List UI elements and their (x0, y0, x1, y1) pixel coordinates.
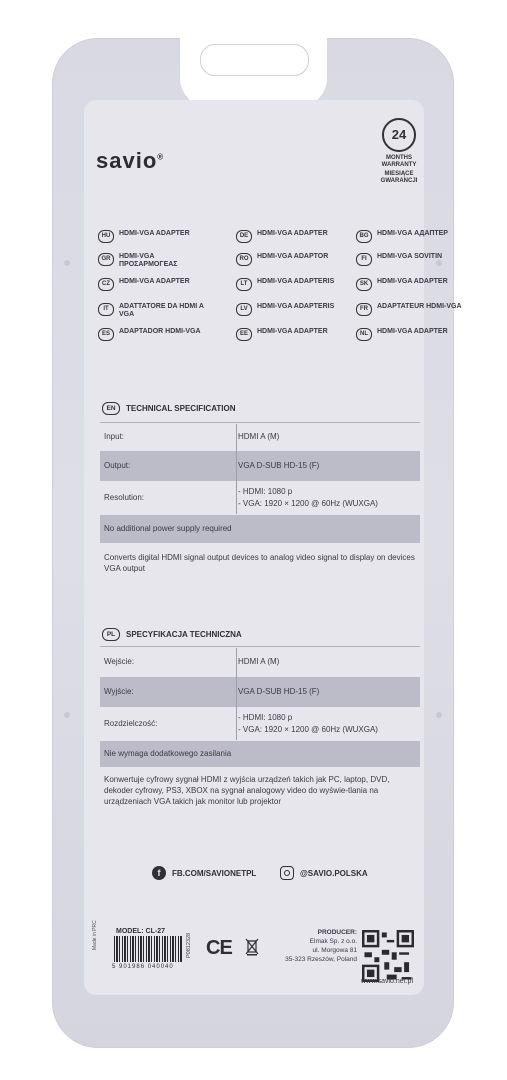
pl-section-title: PL SPECYFIKACJA TECHNICZNA (102, 628, 242, 641)
en-description: Converts digital HDMI signal output devices to analog video signal to display on devices VGA output (104, 553, 415, 573)
language-item: DE HDMI-VGA ADAPTER (236, 230, 346, 243)
table-column-line (236, 424, 237, 514)
language-badge: LT (236, 278, 252, 291)
language-item: SK HDMI-VGA ADAPTER (356, 278, 466, 291)
language-item: EE HDMI-VGA ADAPTER (236, 328, 346, 341)
spec-row-power-pl: Nie wymaga dodatkowego zasilania (100, 741, 420, 767)
warranty-badge: 24 MONTHS WARRANTY MIESIĄCE GWARANCJI (373, 118, 425, 185)
spec-row-power: No additional power supply required (100, 515, 420, 543)
language-item: LV HDMI-VGA ADAPTERIS (236, 303, 346, 316)
language-item: ES ADAPTADOR HDMI-VGA (98, 328, 208, 341)
barcode-number: 5 901986 040040 (112, 964, 174, 970)
brand-logo: savio® (96, 148, 165, 173)
language-item: NL HDMI-VGA ADAPTER (356, 328, 466, 341)
language-badge: FI (356, 253, 372, 266)
language-badge: GR (98, 253, 114, 266)
table-divider (100, 422, 420, 423)
pin-hole (64, 260, 70, 266)
warranty-number: 24 (382, 118, 416, 152)
en-badge: EN (102, 402, 120, 415)
language-badge: EE (236, 328, 252, 341)
language-badge: IT (98, 303, 114, 316)
weee-bin-icon (245, 938, 259, 956)
pin-hole (64, 712, 70, 718)
language-badge: CZ (98, 278, 114, 291)
language-item: LT HDMI-VGA ADAPTERIS (236, 278, 346, 291)
facebook-link[interactable]: f FB.COM/SAVIONETPL (152, 866, 256, 880)
language-badge: DE (236, 230, 252, 243)
language-badge: ES (98, 328, 114, 341)
spec-row-input: Input: HDMI A (M) (104, 432, 280, 441)
language-badge: NL (356, 328, 372, 341)
language-badge: RO (236, 253, 252, 266)
model-number: MODEL: CL-27 (116, 928, 165, 935)
part-number: P0812328 (186, 932, 192, 958)
spec-row-output-pl: Wyjście: VGA D-SUB HD-15 (F) (100, 677, 420, 707)
instagram-link[interactable]: @SAVIO.POLSKA (280, 866, 368, 880)
instagram-icon (280, 866, 294, 880)
pl-badge: PL (102, 628, 120, 641)
spec-row-resolution: Resolution: - HDMI: 1080 p - VGA: 1920 × 1200 @ 60Hz (WUXGA) (104, 487, 378, 508)
language-item: BG HDMI-VGA АДАПТЕР (356, 230, 466, 243)
language-item: GR HDMI-VGA ΠΡΟΣΑΡΜΟΓΕΑΣ (98, 253, 208, 269)
spec-row-resolution-pl: Rozdzielczość: - HDMI: 1080 p - VGA: 1920 × 1200 @ 60Hz (WUXGA) (104, 713, 378, 734)
ce-mark: CE (206, 937, 232, 959)
language-item: FI HDMI-VGA SOVITIN (356, 253, 466, 266)
pl-description: Konwertuje cyfrowy sygnał HDMI z wyjścia urządzeń takich jak PC, laptop, DVD, dekoder cyfrowy, PS3, XBOX na sygnał analogowy video do wyświe-tlania na urządzeniach VGA takich jak monitor lub projektor (104, 775, 390, 806)
language-item: IT ADATTATORE DA HDMI A VGA (98, 303, 208, 319)
spec-row-output: Output: VGA D-SUB HD-15 (F) (100, 451, 420, 481)
barcode (114, 936, 182, 962)
qr-code-icon[interactable] (362, 930, 414, 982)
table-divider (100, 646, 420, 647)
facebook-icon: f (152, 866, 166, 880)
language-item: RO HDMI-VGA ADAPTOR (236, 253, 346, 266)
language-badge: HU (98, 230, 114, 243)
language-badge: LV (236, 303, 252, 316)
website-link[interactable]: www.savio.net.pl (360, 978, 413, 985)
pin-hole (436, 712, 442, 718)
en-section-title: EN TECHNICAL SPECIFICATION (102, 402, 235, 415)
spec-row-input-pl: Wejście: HDMI A (M) (104, 657, 280, 666)
language-badge: SK (356, 278, 372, 291)
language-item: CZ HDMI-VGA ADAPTER (98, 278, 208, 291)
language-item: FR ADAPTATEUR HDMI-VGA (356, 303, 466, 316)
producer-info: PRODUCER: Elmak Sp. z o.o. ul. Morgowa 81 35-323 Rzeszów, Poland (285, 929, 357, 963)
made-in-label: Made in PRC (92, 920, 98, 950)
language-item: HU HDMI-VGA ADAPTER (98, 230, 208, 243)
language-badge: FR (356, 303, 372, 316)
language-badge: BG (356, 230, 372, 243)
table-column-line (236, 648, 237, 740)
hanger-hole (200, 44, 309, 76)
